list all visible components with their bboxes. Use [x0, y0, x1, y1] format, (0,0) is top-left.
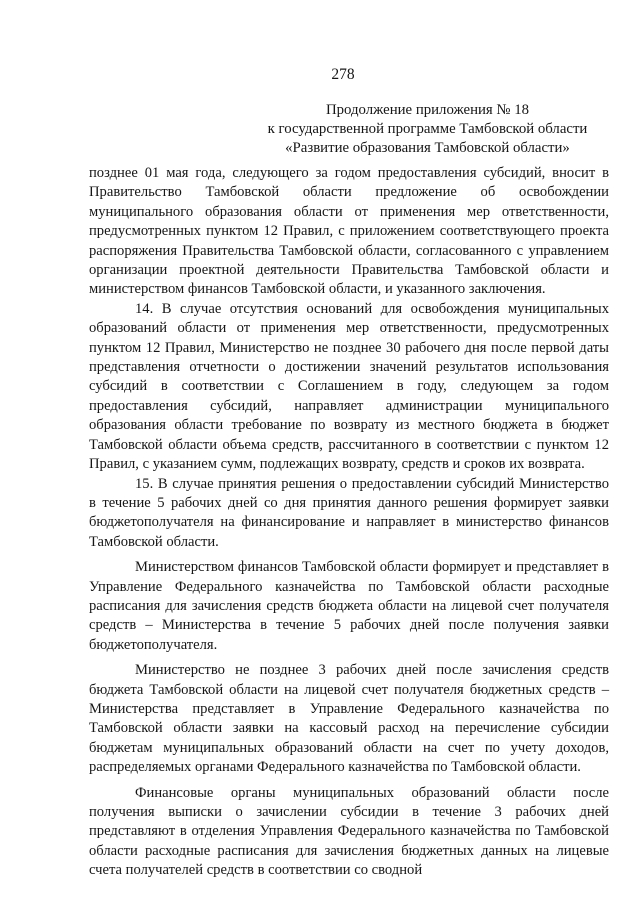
- paragraph-15: 15. В случае принятия решения о предоставлении субсидий Министерство в течение 5 рабочих дней со дня принятия данного решения формирует заявки бюджетополучателя на финансирование и направляет в министерство финансов Тамбовской области.: [89, 475, 609, 550]
- paragraph-14: 14. В случае отсутствия оснований для освобождения муниципальных образований области от применения мер ответственности, предусмотренных пунктом 12 Правил, Министерство не позднее 30 рабочего дня после первой даты представления отчетности о достижении значений результатов использования субсидий в соответствии с Соглашением в году, следующем за годом предоставления субсидий, направляет администрации муниципального образования области требование по возврату из местного бюджета в бюджет Тамбовской области объема средств, рассчитанного в соответствии с пунктом 12 Правил, с указанием сумм, подлежащих возврату, средств и сроков их возврата.: [89, 300, 609, 473]
- appendix-header: [250, 101, 605, 158]
- appendix-header-line-2: к государственной программе Тамбовской области: [267, 121, 588, 137]
- paragraph-continuation: позднее 01 мая года, следующего за годом предоставления субсидий, вносит в Правительство Тамбовской области предложение об освобождении муниципального образования области от применения мер ответственности, предусмотренных пунктом 12 Правил, с приложением соответствующего проекта распоряжения Правительства Тамбовской области, согласованного с управлением организации проектной деятельности Правительства Тамбовской области и министерством финансов Тамбовской области, и указанного заключения.: [89, 165, 609, 298]
- appendix-header-line-3: «Развитие образования Тамбовской области»: [285, 140, 570, 156]
- page-number: 278: [331, 66, 355, 83]
- document-body: [89, 164, 609, 881]
- paragraph-15-finance-ministry: Министерством финансов Тамбовской области формирует и представляет в Управление Федерального казначейства по Тамбовской области расходные расписания для зачисления средств бюджета области на лицевой счет получателя средств – Министерства в течение 5 рабочих дней после получения заявки бюджетополучателя.: [89, 559, 609, 653]
- appendix-header-line-1: Продолжение приложения № 18: [325, 102, 530, 118]
- paragraph-15-ministry-transfer: Министерство не позднее 3 рабочих дней после зачисления средств бюджета Тамбовской области на лицевой счет получателя бюджетных средств – Министерства представляет в Управление Федерального казначейства по Тамбовской области заявки на кассовый расход на перечисление субсидии бюджетам муниципальных образований области на счет по учету доходов, распределяемых органами Федерального казначейства по Тамбовской области.: [89, 662, 609, 776]
- paragraph-15-municipal-finance: Финансовые органы муниципальных образований области после получения выписки о зачислении субсидии в течение 3 рабочих дней представляют в отделения Управления Федерального казначейства по Тамбовской области расходные расписания для зачисления бюджетных данных на лицевые счета получателей средств в соответствии со сводной: [89, 784, 609, 879]
